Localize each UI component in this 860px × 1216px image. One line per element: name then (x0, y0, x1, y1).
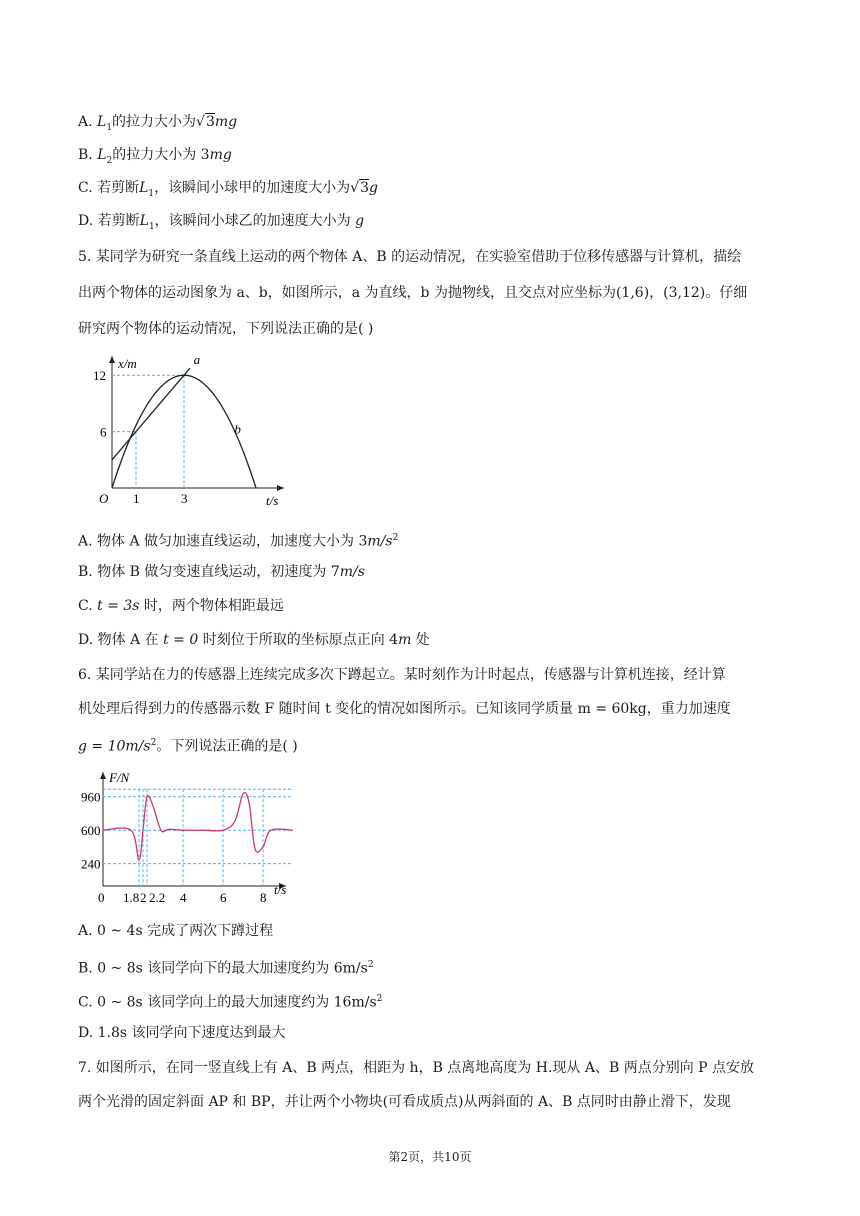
y-tick-6: 6 (100, 424, 107, 440)
x-tick-8: 8 (260, 890, 267, 902)
q6-option-d: D. 1.8s 该同学向下速度达到最大 (78, 1025, 286, 1041)
q5-option-a: A. 物体 A 做匀加速直线运动，加速度大小为 $3m/s^2$ (78, 533, 399, 550)
q5-stem-line1: 5. 某同学为研究一条直线上运动的两个物体 A、B 的运动情况，在实验室借助于位移传感器与计算机，描绘 (78, 249, 742, 265)
y-axis-label: x/m (118, 356, 137, 371)
q5-xt-graph (82, 352, 292, 508)
q5-stem-line3: 研究两个物体的运动情况，下列说法正确的是( ) (78, 321, 374, 337)
x-axis-label: t/s (274, 882, 287, 897)
x-tick-1: 1 (133, 491, 140, 506)
q4-option-b: B. $L_2$的拉力大小为 3mg (78, 147, 232, 166)
x-tick-origin: O (99, 491, 109, 506)
q7-stem-line1: 7. 如图所示，在同一竖直线上有 A、B 两点，相距为 h，B 点离地高度为 H.现从 A、B 两点分别向 P 点安放 (78, 1060, 755, 1076)
q6-option-c: C. 0 ~ 8s 该同学向上的最大加速度约为 $16m/s^2$ (78, 994, 383, 1011)
y-tick-600: 600 (81, 823, 101, 839)
x-axis-arrow (277, 485, 284, 491)
q5-stem-line2: 出两个物体的运动图象为 a、b，如图所示，a 为直线，b 为抛物线，且交点对应坐标为(1,6)，(3,12)。仔细 (78, 285, 748, 301)
q5-option-b: B. 物体 B 做匀变速直线运动，初速度为 7m/s (78, 564, 365, 580)
q6-stem-line1: 6. 某同学站在力的传感器上连续完成多次下蹲起立。某时刻作为计时起点，传感器与计算机连接，经计算 (78, 667, 726, 683)
x-tick-4: 4 (180, 890, 187, 902)
q6-stem-line2: 机处理后得到力的传感器示数 F 随时间 t 变化的情况如图所示。已知该同学质量 m = 60kg，重力加速度 (78, 701, 731, 717)
q7-stem-line2: 两个光滑的固定斜面 AP 和 BP，并让两个小物块(可看成质点)从两斜面的 A、B 点同时由静止滑下，发现 (78, 1094, 731, 1110)
q4-option-c: C. 若剪断$L_1$，该瞬间小球甲的加速度大小为√3g (78, 180, 378, 199)
y-tick-12: 12 (93, 368, 106, 384)
q4-option-d: D. 若剪断$L_1$，该瞬间小球乙的加速度大小为 g (78, 213, 365, 232)
y-axis-arrow (109, 356, 115, 363)
q6-option-a: A. 0 ~ 4s 完成了两次下蹲过程 (78, 923, 274, 939)
q5-option-d: D. 物体 A 在 t = 0 时刻位于所取的坐标原点正向 4m 处 (78, 632, 430, 648)
x-tick-2: 2 (140, 890, 147, 902)
y-tick-240: 240 (81, 856, 101, 872)
x-axis-label: t/s (266, 493, 279, 508)
y-axis-label: F/N (109, 770, 130, 785)
q5-option-c: C. t = 3s 时，两个物体相距最远 (78, 598, 284, 614)
q6-ft-graph (78, 766, 298, 902)
q6-option-b: B. 0 ~ 8s 该同学向下的最大加速度约为 $6m/s^2$ (78, 960, 374, 977)
q6-stem-line3: $g = 10m/s^2$。下列说法正确的是( ) (78, 738, 298, 755)
x-tick-6: 6 (220, 890, 227, 902)
x-tick-2.2: 2.2 (149, 890, 166, 902)
series-a-label: a (193, 352, 201, 367)
x-tick-3: 3 (181, 491, 188, 506)
x-tick-0: 0 (98, 890, 105, 902)
series-a-line (112, 368, 190, 460)
series-b-label: b (234, 421, 241, 437)
y-axis-arrow (100, 772, 106, 779)
page-footer: 第2页，共10页 (388, 1150, 472, 1164)
q4-option-a: A. $L_1$的拉力大小为√3mg (78, 114, 238, 133)
force-curve (103, 793, 293, 860)
x-tick-1.8: 1.8 (123, 890, 140, 902)
y-tick-960: 960 (81, 789, 101, 805)
